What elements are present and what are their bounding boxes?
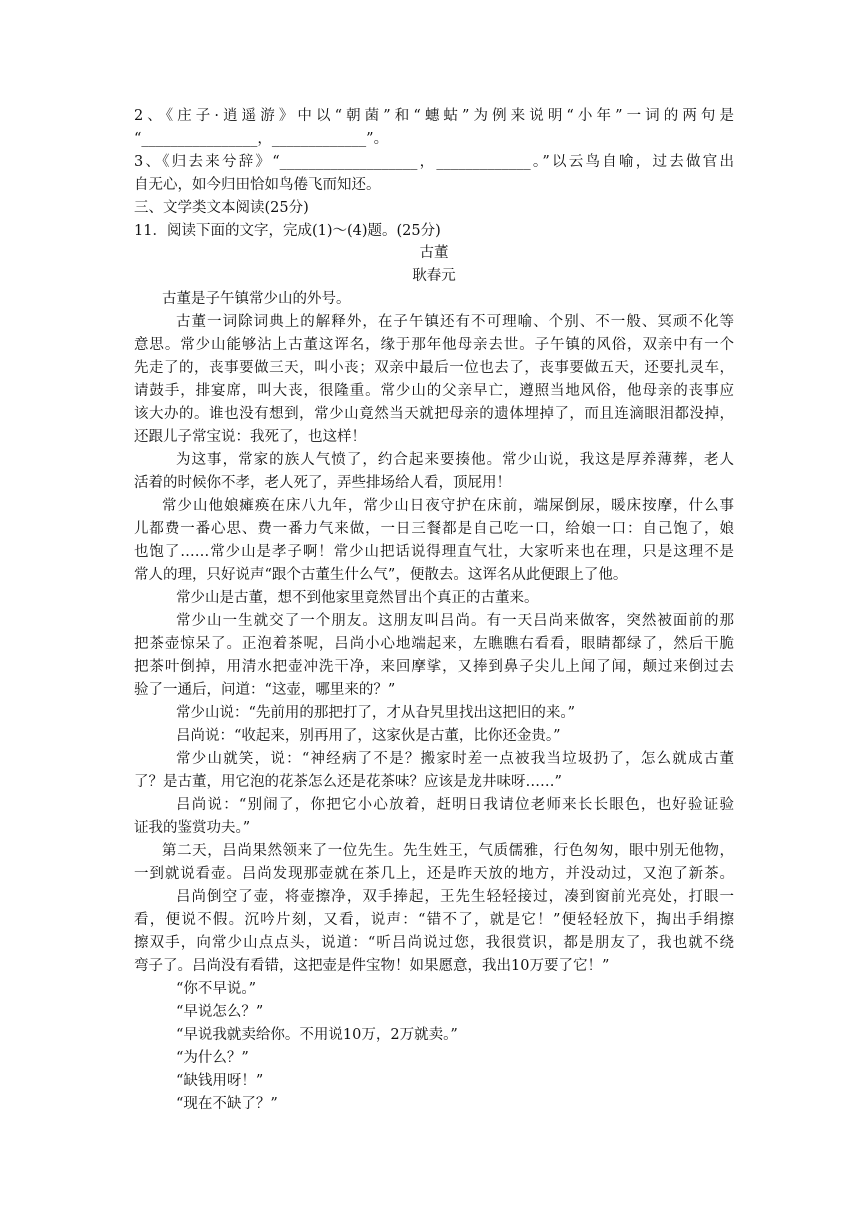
paragraph-line: 先走了的，丧事要做三天，叫小丧；双亲中最后一位也去了，丧事要做五天，还要扎灵车， — [134, 360, 734, 376]
paragraph-line: 古董是子午镇常少山的外号。 — [162, 291, 351, 307]
paragraph-line: 常少山他娘瘫痪在床八九年，常少山日夜守护在床前，端屎倒尿，暖床按摩，什么事 — [162, 498, 734, 514]
question-2-line-2: “________________，_____________”。 — [134, 131, 389, 147]
dialogue-line: “现在不缺了？” — [176, 1096, 278, 1112]
section-heading: 三、文学类文本阅读(25分) — [134, 200, 309, 216]
paragraph-line: 意思。常少山能够沾上古董这诨名，缘于那年他母亲去世。子午镇的风俗，双亲中有一个 — [134, 337, 734, 353]
paragraph-line: 把茶叶倒掉，用清水把壶冲洗干净，来回摩挲，又捧到鼻子尖儿上闻了闻，颠过来倒过去 — [134, 659, 734, 675]
dialogue-line: “早说我就卖给你。不用说10万，2万就卖。” — [176, 1027, 458, 1043]
article-author: 耿春元 — [412, 268, 456, 284]
article-title: 古董 — [419, 245, 449, 261]
paragraph-line: 吕尚倒空了壶，将壶擦净，双手捧起，王先生轻轻接过，凑到窗前光亮处，打眼一 — [176, 889, 734, 905]
paragraph-line: 该大办的。谁也没有想到，常少山竟然当天就把母亲的遗体埋掉了，而且连滴眼泪都没掉， — [134, 406, 734, 422]
paragraph-line: 弯子了。吕尚没有看错，这把壶是件宝物！如果愿意，我出10万要了它！” — [134, 958, 610, 974]
paragraph-line: 活着的时候你不孝，老人死了，弄些排场给人看，顶屁用！ — [134, 475, 511, 491]
paragraph-line: 了？是古董，用它泡的花茶怎么还是花茶味？应该是龙井味呀……” — [134, 774, 562, 790]
paragraph-line: 把茶壶惊呆了。正泡着茶呢，吕尚小心地端起来，左瞧瞧右看看，眼睛都绿了，然后干脆 — [134, 636, 734, 652]
paragraph-line: 擦双手，向常少山点点头，说道：“听吕尚说过您，我很赏识，都是朋友了，我也就不绕 — [134, 935, 734, 951]
paragraph-line: 儿都费一番心思、费一番力气来做，一日三餐都是自己吃一口，给娘一口：自己饱了，娘 — [134, 521, 734, 537]
question-3-line-1: 3、《归去来兮辞》“___________________，_____________。”以云鸟自喻，过去做官出 — [134, 154, 734, 170]
paragraph-line: 验了一通后，问道：“这壶，哪里来的？” — [134, 682, 396, 698]
paragraph-line: 一到就说看壶。吕尚发现那壶就在茶几上，还是昨天放的地方，并没动过，又泡了新茶。 — [134, 866, 734, 882]
question-2-line-1: 2、《庄子·逍遥游》中以“朝菌”和“蟪蛄”为例来说明“小年”一词的两句是 — [134, 108, 734, 124]
paragraph-line: 请鼓手，排宴席，叫大丧，很隆重。常少山的父亲早亡，遵照当地风俗，他母亲的丧事应 — [134, 383, 734, 399]
paragraph-line: 第二天，吕尚果然领来了一位先生。先生姓王，气质儒雅，行色匆匆，眼中别无他物， — [162, 843, 734, 859]
question-11-heading: 11．阅读下面的文字，完成(1)～(4)题。(25分) — [134, 223, 441, 239]
dialogue-line: “早说怎么？” — [176, 1004, 264, 1020]
paragraph-line: 还跟儿子常宝说：我死了，也这样！ — [134, 429, 366, 445]
paragraph-line: 常少山说：“先前用的那把打了，才从旮旯里找出这把旧的来。” — [176, 705, 576, 721]
paragraph-line: 古董一词除词典上的解释外，在子午镇还有不可理喻、个别、不一般、冥顽不化等 — [176, 314, 734, 330]
dialogue-line: “你不早说。” — [176, 981, 257, 997]
paragraph-line: 证我的鉴赏功夫。” — [134, 820, 251, 836]
paragraph-line: 为这事，常家的族人气愤了，约合起来要揍他。常少山说，我这是厚养薄葬，老人 — [176, 452, 734, 468]
paragraph-line: 也饱了……常少山是孝子啊！常少山把话说得理直气壮，大家听来也在理，只是这理不是 — [134, 544, 734, 560]
paragraph-line: 常人的理，只好说声“跟个古董生什么气”，便散去。这诨名从此便跟上了他。 — [134, 567, 628, 583]
paragraph-line: 吕尚说：“收起来，别再用了，这家伙是古董，比你还金贵。” — [176, 728, 561, 744]
dialogue-line: “为什么？” — [176, 1050, 249, 1066]
paragraph-line: 常少山就笑，说：“神经病了不是？搬家时差一点被我当垃圾扔了，怎么就成古董 — [176, 751, 734, 767]
paragraph-line: 看，便说不假。沉吟片刻，又看，说声：“错不了，就是它！”便轻轻放下，掏出手绢擦 — [134, 912, 734, 928]
question-3-line-2: 自无心，如今归田恰如鸟倦飞而知还。 — [134, 177, 381, 193]
paragraph-line: 常少山一生就交了一个朋友。这朋友叫吕尚。有一天吕尚来做客，突然被面前的那 — [176, 613, 734, 629]
dialogue-line: “缺钱用呀！” — [176, 1073, 264, 1089]
paragraph-line: 吕尚说：“别闹了，你把它小心放着，赶明日我请位老师来长长眼色，也好验证验 — [176, 797, 734, 813]
paragraph-line: 常少山是古董，想不到他家里竟然冒出个真正的古董来。 — [176, 590, 539, 606]
